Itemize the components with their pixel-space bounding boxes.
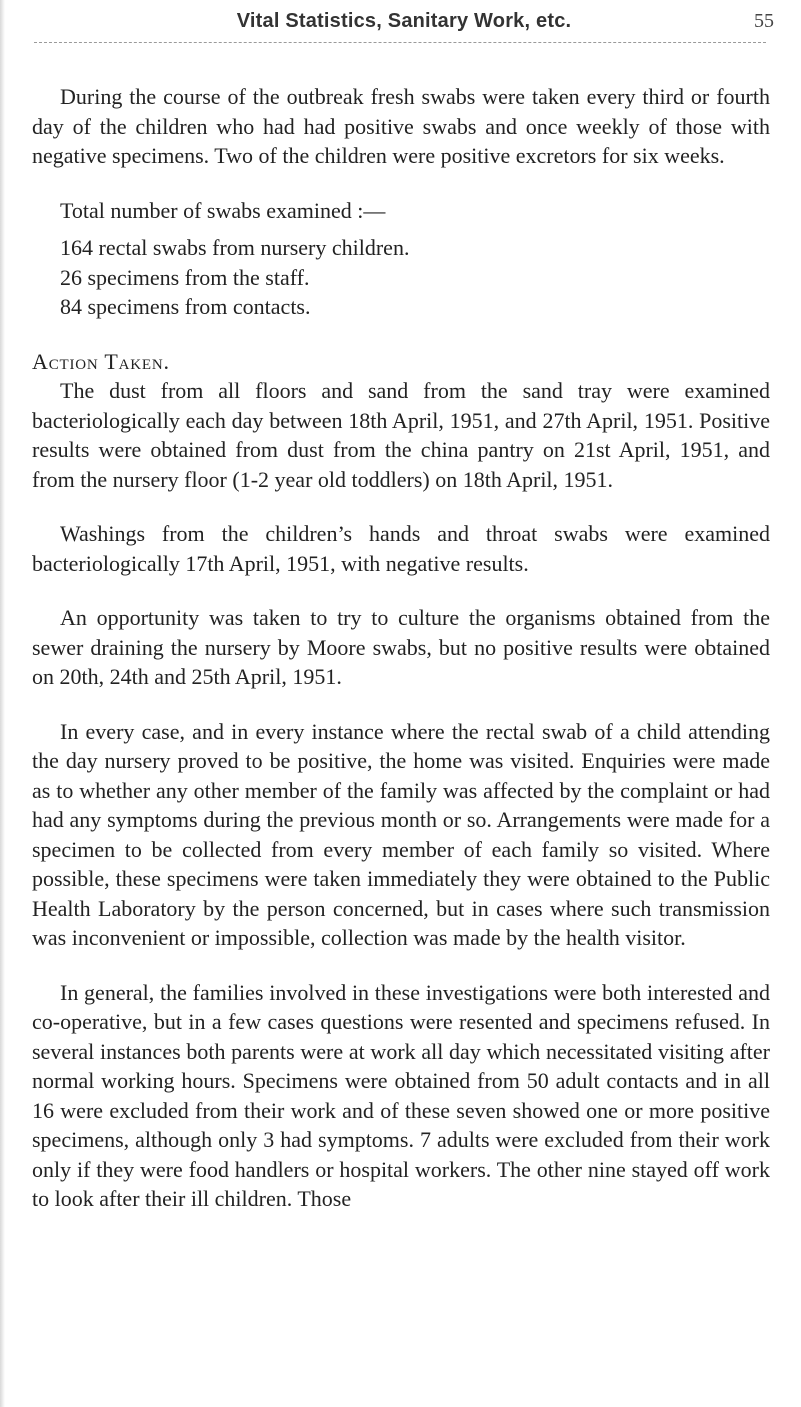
paragraph-dust-examination: The dust from all floors and sand from the sand tray were examined bacteriologically each day between 18th April, 1951, and 27th April, 1951. Positive results were obtained from dust from the china pantry on 21st April, 1951, and from the nursery floor (1-2 year old toddlers) on 18th April, 1951. [32,378,770,492]
paragraph-sewer-culture: An opportunity was taken to try to culture the organisms obtained from the sewer draining the nursery by Moore swabs, but no positive results were obtained on 20th, 24th and 25th April, 1951. [32,605,770,689]
paragraph-families: In general, the families involved in these investigations were both interested and co-operative, but in a few cases questions were resented and specimens refused. In several instances both parents were at work all day which necessitated visiting after normal working hours. Specimens were obtained from 50 adult contacts and in all 16 were excluded from their work and of these seven showed one or more positive specimens, although only 3 had symptoms. 7 adults were excluded from their work only if they were food handlers or hospital workers. The other nine stayed off work to look after their ill children. Those [32,979,770,1211]
swab-count-list [32,233,770,322]
running-head [34,10,774,50]
binding-edge [0,0,5,1407]
header-rule [34,42,766,43]
list-item: 26 specimens from the staff. [60,264,310,290]
section-heading-action-taken: Action Taken. [32,348,170,374]
body-text [32,82,770,1214]
paragraph-home-visits: In every case, and in every instance where the rectal swab of a child attending the day nursery proved to be positive, the home was visited. Enquiries were made as to whether any other member of the family was affected by the complaint or had had any symptoms during the previous month or so. Arrangements were made for a specimen to be collected from every member of each family so visited. Where possible, these specimens were taken immediately they were obtained to the Public Health Laboratory by the person concerned, but in cases where such transmission was inconvenient or impossible, collection was made by the health visitor. [32,718,770,950]
paragraph-outbreak-swabs: During the course of the outbreak fresh swabs were taken every third or fourth day of the children who had had positive swabs and once weekly of those with negative specimens. Two of the children were positive excretors for six weeks. [32,84,770,168]
paragraph-hand-washings: Washings from the children’s hands and throat swabs were examined bacteriologically 17th April, 1951, with negative results. [32,521,770,576]
list-item: 164 rectal swabs from nursery children. [60,235,410,260]
paragraph-total-swabs: Total number of swabs examined :— [60,197,386,223]
running-head-title: Vital Statistics, Sanitary Work, etc. [236,10,572,32]
page-number: 55 [754,10,774,32]
list-item: 84 specimens from contacts. [60,294,311,319]
